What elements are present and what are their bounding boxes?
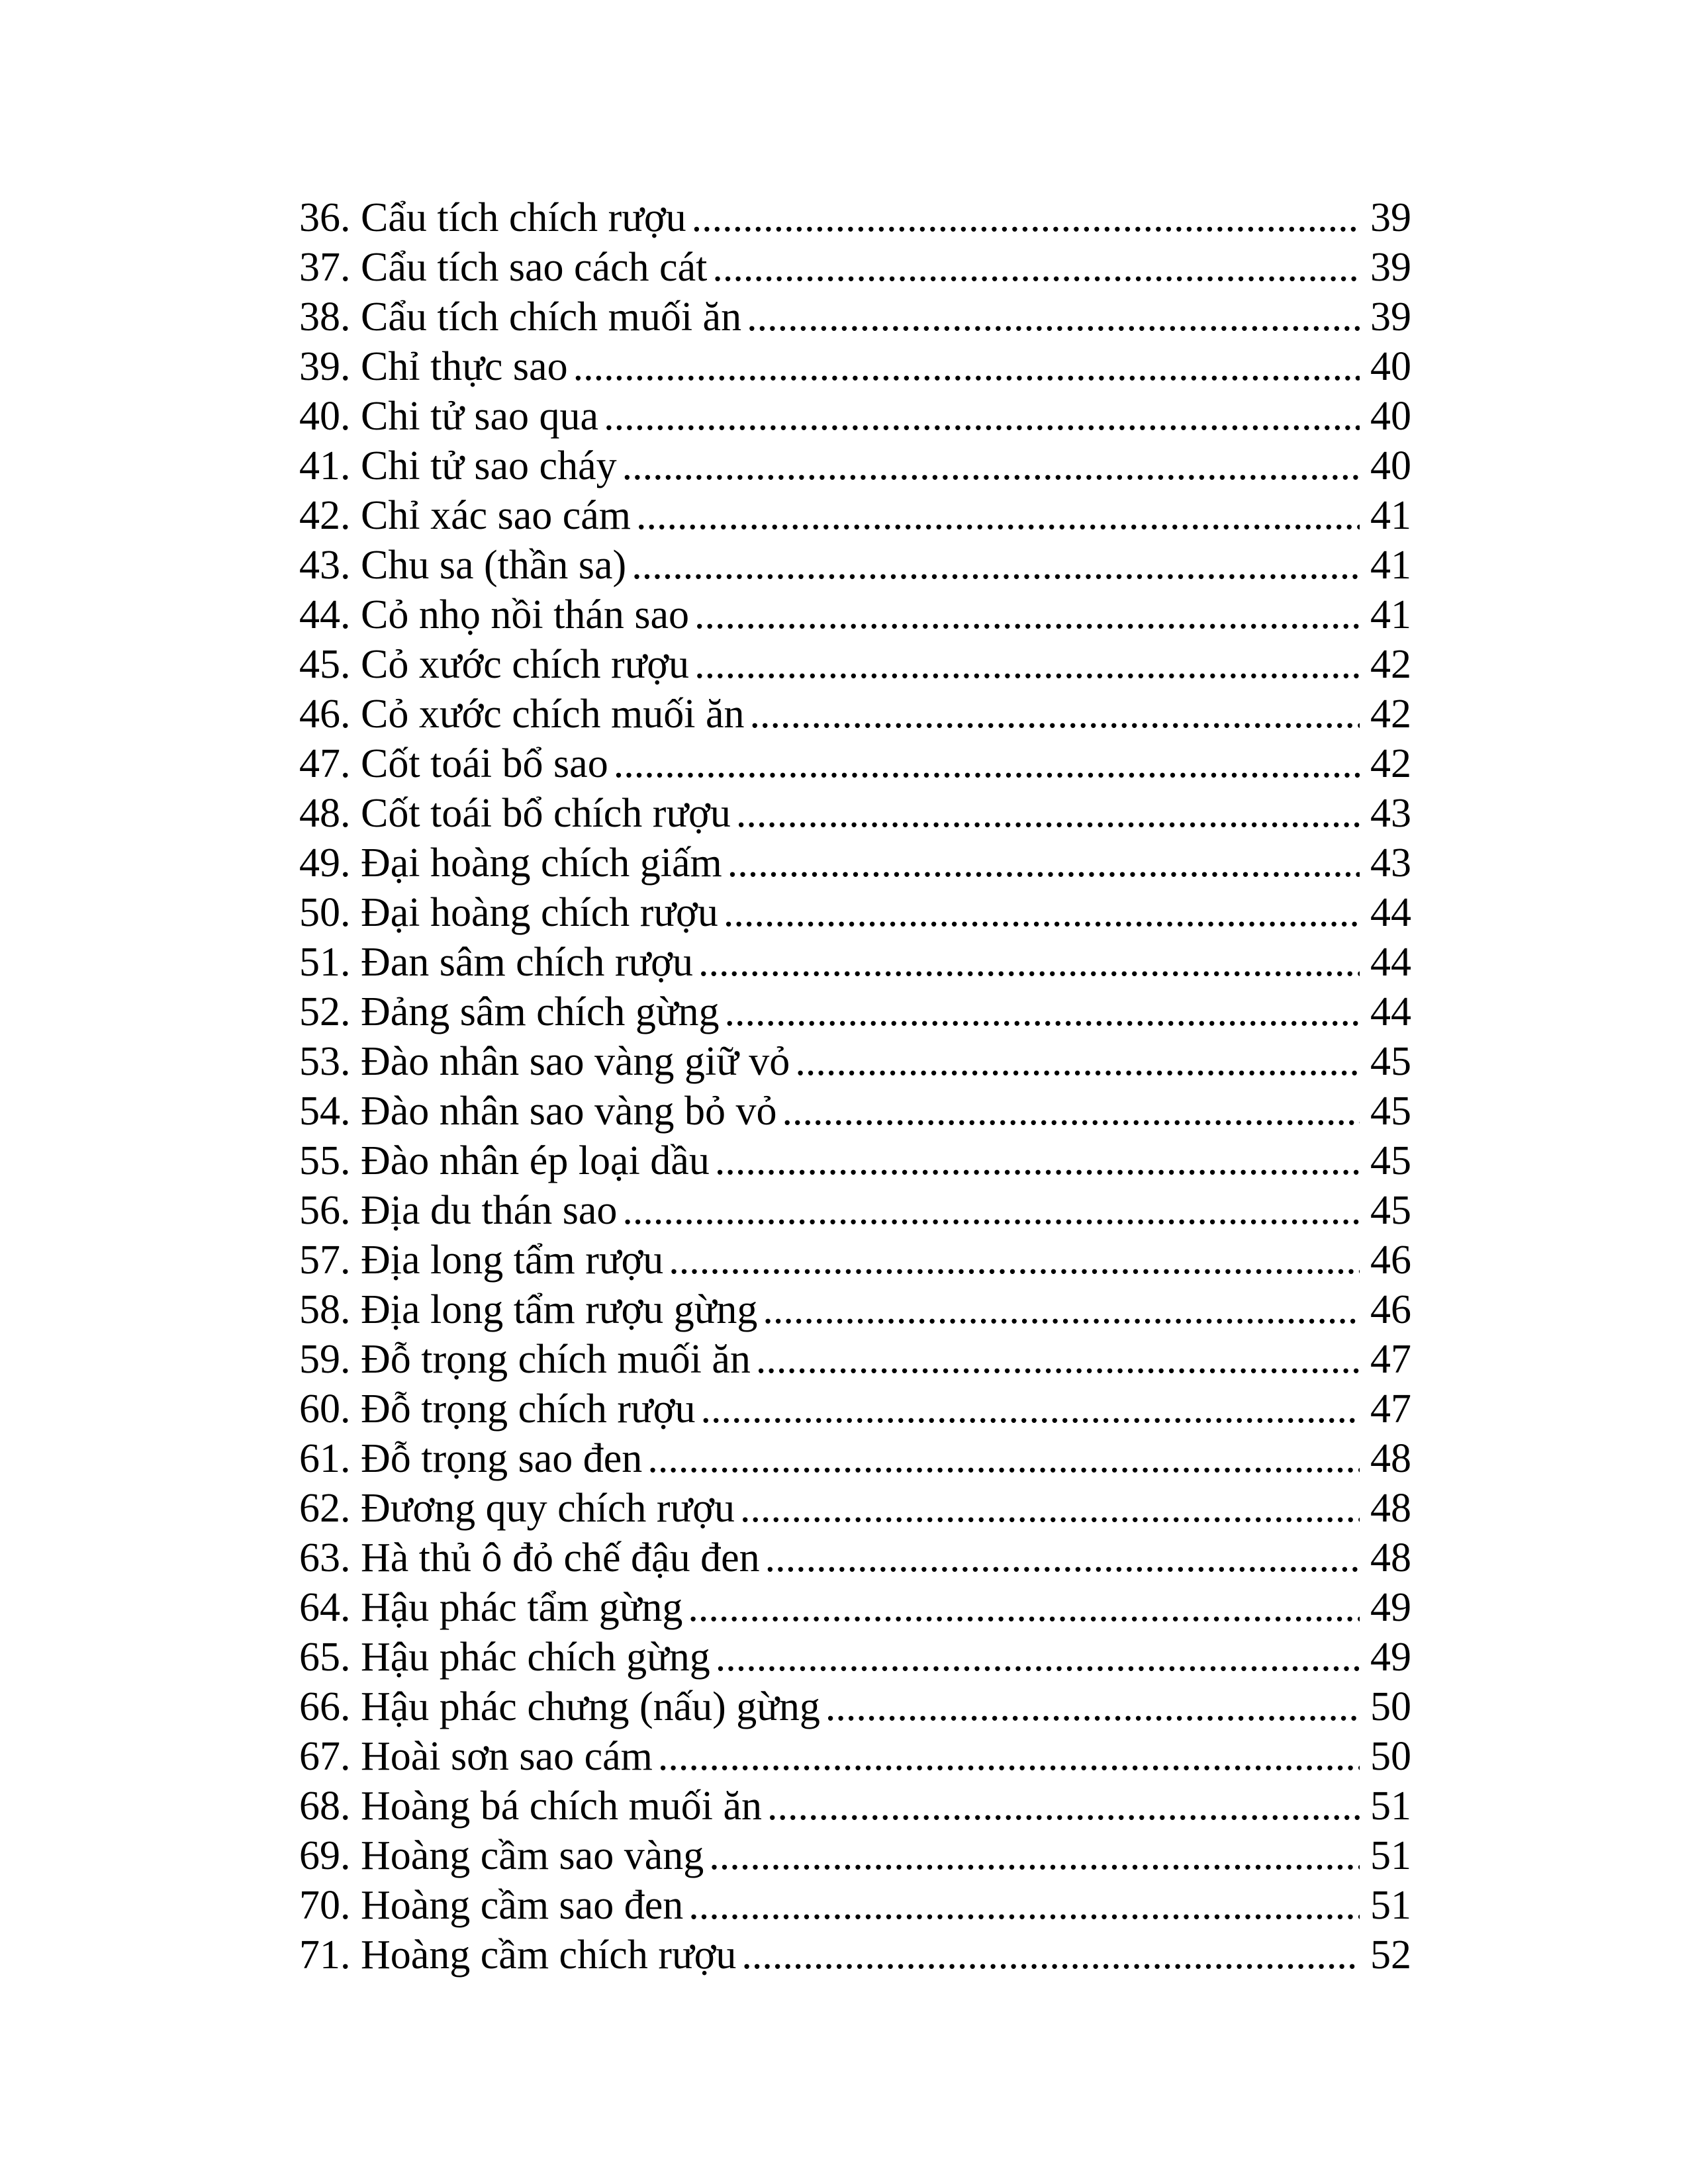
toc-entry [299, 1037, 1411, 1087]
toc-entry [299, 1931, 1411, 1980]
toc-entry-label: 51. Đan sâm chích rượu [299, 940, 693, 985]
toc-entry-label: 49. Đại hoàng chích giấm [299, 841, 722, 886]
dot-leader [735, 1484, 1360, 1533]
toc-entry [299, 1583, 1411, 1633]
toc-entry-page: 40 [1370, 344, 1411, 389]
toc-entry-label: 54. Đào nhân sao vàng bỏ vỏ [299, 1089, 777, 1134]
dot-leader [736, 1931, 1360, 1980]
toc-entry-label: 43. Chu sa (thần sa) [299, 543, 627, 588]
toc-entry-page: 46 [1370, 1238, 1411, 1283]
toc-entry [299, 1633, 1411, 1682]
toc-entry-page: 41 [1370, 592, 1411, 637]
toc-entry-label: 38. Cẩu tích chích muối ăn [299, 295, 742, 340]
toc-entry-page: 42 [1370, 642, 1411, 687]
toc-entry-page: 48 [1370, 1535, 1411, 1580]
toc-entry [299, 1682, 1411, 1732]
toc-entry-label: 66. Hậu phác chưng (nấu) gừng [299, 1684, 820, 1729]
toc-entry [299, 938, 1411, 987]
dot-leader [722, 839, 1360, 888]
dot-leader [751, 1335, 1360, 1385]
toc-entry-label: 46. Cỏ xước chích muối ăn [299, 692, 745, 737]
toc-entry [299, 491, 1411, 541]
dot-leader [663, 1236, 1360, 1285]
toc-entry-page: 42 [1370, 692, 1411, 737]
toc-entry-page: 45 [1370, 1138, 1411, 1183]
dot-leader [731, 789, 1360, 839]
toc-entry-page: 45 [1370, 1039, 1411, 1084]
dot-leader [689, 640, 1360, 690]
dot-leader [653, 1732, 1360, 1782]
toc-entry-label: 63. Hà thủ ô đỏ chế đậu đen [299, 1535, 760, 1580]
toc-entry-page: 47 [1370, 1387, 1411, 1432]
dot-leader [682, 1583, 1360, 1633]
dot-leader [741, 293, 1360, 342]
toc-entry-label: 42. Chỉ xác sao cám [299, 493, 632, 538]
toc-entry [299, 1831, 1411, 1881]
toc-entry-label: 71. Hoàng cầm chích rượu [299, 1933, 737, 1978]
toc-entry [299, 1434, 1411, 1484]
toc-entry [299, 342, 1411, 392]
toc-entry-page: 41 [1370, 543, 1411, 588]
toc-entry-page: 48 [1370, 1486, 1411, 1531]
toc-entry [299, 293, 1411, 342]
toc-entry [299, 1732, 1411, 1782]
toc-entry-page: 51 [1370, 1784, 1411, 1829]
dot-leader [689, 590, 1360, 640]
toc-entry-page: 50 [1370, 1734, 1411, 1779]
toc-entry [299, 1881, 1411, 1931]
toc-entry-page: 43 [1370, 791, 1411, 836]
toc-entry [299, 1285, 1411, 1335]
toc-entry-page: 46 [1370, 1287, 1411, 1332]
dot-leader [757, 1285, 1360, 1335]
toc-entry-page: 40 [1370, 443, 1411, 488]
toc-entry-page: 45 [1370, 1089, 1411, 1134]
toc-entry-label: 55. Đào nhân ép loại dầu [299, 1138, 710, 1183]
dot-leader [683, 1881, 1360, 1931]
toc-entry-page: 40 [1370, 394, 1411, 439]
toc-entry-label: 67. Hoài sơn sao cám [299, 1734, 653, 1779]
toc-entry [299, 690, 1411, 739]
dot-leader [720, 987, 1360, 1037]
toc-entry-page: 51 [1370, 1833, 1411, 1878]
toc-entry [299, 839, 1411, 888]
toc-entry-label: 48. Cốt toái bổ chích rượu [299, 791, 731, 836]
toc-entry [299, 739, 1411, 789]
toc-entry-page: 49 [1370, 1635, 1411, 1680]
toc-entry [299, 987, 1411, 1037]
toc-entry [299, 1484, 1411, 1533]
toc-entry [299, 1236, 1411, 1285]
toc-entry-page: 44 [1370, 940, 1411, 985]
toc-entry-page: 45 [1370, 1188, 1411, 1233]
toc-entry-label: 52. Đảng sâm chích gừng [299, 989, 720, 1034]
toc-entry-label: 64. Hậu phác tẩm gừng [299, 1585, 683, 1630]
dot-leader [718, 888, 1360, 938]
dot-leader [707, 243, 1360, 293]
toc-entry [299, 243, 1411, 293]
dot-leader [693, 938, 1360, 987]
toc-entry-label: 44. Cỏ nhọ nồi thán sao [299, 592, 689, 637]
toc-entry-label: 57. Địa long tẩm rượu [299, 1238, 664, 1283]
dot-leader [745, 690, 1360, 739]
toc-entry-label: 39. Chỉ thực sao [299, 344, 568, 389]
dot-leader [790, 1037, 1360, 1087]
dot-leader [686, 193, 1360, 243]
toc-entry-page: 44 [1370, 890, 1411, 935]
toc-entry [299, 888, 1411, 938]
toc-entry [299, 640, 1411, 690]
toc-entry [299, 541, 1411, 590]
toc-entry-label: 60. Đỗ trọng chích rượu [299, 1387, 696, 1432]
toc-entry [299, 392, 1411, 441]
toc-entry-label: 70. Hoàng cầm sao đen [299, 1883, 684, 1928]
dot-leader [710, 1633, 1360, 1682]
toc-entry-page: 39 [1370, 295, 1411, 340]
toc-entry-page: 50 [1370, 1684, 1411, 1729]
dot-leader [617, 441, 1360, 491]
toc-entry-page: 47 [1370, 1337, 1411, 1382]
dot-leader [760, 1533, 1360, 1583]
toc-entry-label: 41. Chi tử sao cháy [299, 443, 617, 488]
toc-entry-page: 43 [1370, 841, 1411, 886]
toc-entry-page: 48 [1370, 1436, 1411, 1481]
toc-entry-label: 62. Đương quy chích rượu [299, 1486, 735, 1531]
table-of-contents [299, 193, 1411, 1980]
toc-entry-label: 59. Đỗ trọng chích muối ăn [299, 1337, 751, 1382]
toc-entry [299, 1186, 1411, 1236]
dot-leader [776, 1087, 1360, 1136]
toc-entry [299, 1385, 1411, 1434]
toc-entry [299, 441, 1411, 491]
toc-entry [299, 1782, 1411, 1831]
toc-entry-label: 45. Cỏ xước chích rượu [299, 642, 690, 687]
toc-entry-page: 41 [1370, 493, 1411, 538]
dot-leader [762, 1782, 1360, 1831]
toc-entry-page: 42 [1370, 741, 1411, 786]
toc-entry-page: 52 [1370, 1933, 1411, 1978]
dot-leader [642, 1434, 1360, 1484]
toc-entry-page: 49 [1370, 1585, 1411, 1630]
dot-leader [617, 1186, 1360, 1236]
toc-entry-label: 50. Đại hoàng chích rượu [299, 890, 718, 935]
dot-leader [598, 392, 1360, 441]
toc-entry-label: 40. Chi tử sao qua [299, 394, 599, 439]
toc-entry [299, 590, 1411, 640]
dot-leader [695, 1385, 1360, 1434]
toc-entry [299, 1136, 1411, 1186]
toc-entry-label: 65. Hậu phác chích gừng [299, 1635, 710, 1680]
toc-entry-label: 56. Địa du thán sao [299, 1188, 618, 1233]
dot-leader [820, 1682, 1360, 1732]
toc-entry [299, 1335, 1411, 1385]
toc-entry-page: 44 [1370, 989, 1411, 1034]
toc-entry-page: 51 [1370, 1883, 1411, 1928]
toc-entry-label: 58. Địa long tẩm rượu gừng [299, 1287, 758, 1332]
toc-entry-label: 47. Cốt toái bổ sao [299, 741, 608, 786]
dot-leader [631, 491, 1360, 541]
toc-entry-label: 53. Đào nhân sao vàng giữ vỏ [299, 1039, 790, 1084]
toc-entry [299, 1533, 1411, 1583]
dot-leader [710, 1136, 1360, 1186]
toc-entry-page: 39 [1370, 195, 1411, 240]
toc-entry [299, 789, 1411, 839]
toc-entry-page: 39 [1370, 245, 1411, 290]
toc-entry-label: 61. Đỗ trọng sao đen [299, 1436, 643, 1481]
toc-entry [299, 193, 1411, 243]
dot-leader [568, 342, 1360, 392]
dot-leader [704, 1831, 1360, 1881]
toc-entry-label: 36. Cẩu tích chích rượu [299, 195, 686, 240]
toc-entry-label: 37. Cẩu tích sao cách cát [299, 245, 708, 290]
toc-entry-label: 68. Hoàng bá chích muối ăn [299, 1784, 763, 1829]
dot-leader [608, 739, 1360, 789]
toc-entry-label: 69. Hoàng cầm sao vàng [299, 1833, 704, 1878]
dot-leader [626, 541, 1360, 590]
toc-entry [299, 1087, 1411, 1136]
